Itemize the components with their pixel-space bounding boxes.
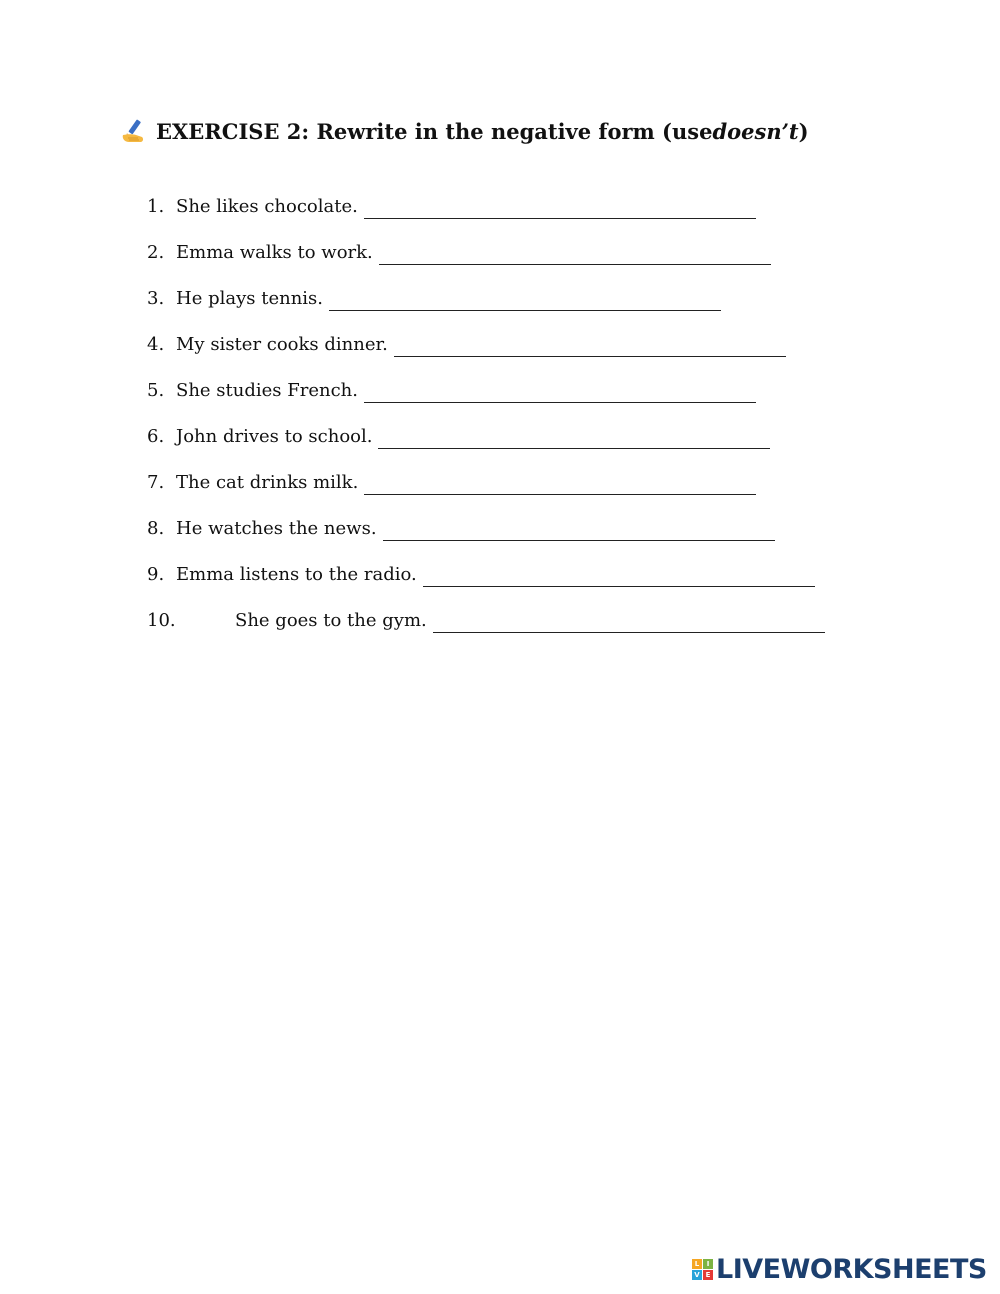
answer-field-2[interactable] [379,242,771,265]
logo-mark-icon [692,1259,713,1280]
item-number: 1. [147,196,165,217]
answer-field-3[interactable] [329,288,721,311]
exercise-item-9 [147,564,815,594]
exercise-item-10 [147,610,825,640]
item-number: 5. [147,380,165,401]
item-number: 9. [147,564,165,585]
heading-emphasis: doesn’t [712,118,799,144]
logo-mark-letter: V [692,1270,702,1280]
item-number: 7. [147,472,165,493]
item-sentence: My sister cooks dinner. [176,334,388,355]
exercise-item-8 [147,518,775,548]
item-sentence: Emma listens to the radio. [176,564,417,585]
item-number: 6. [147,426,165,447]
answer-field-4[interactable] [394,334,786,357]
item-sentence: She goes to the gym. [235,610,427,631]
exercise-item-1 [147,196,756,226]
item-sentence: John drives to school. [176,426,373,447]
item-number: 3. [147,288,165,309]
answer-field-1[interactable] [364,196,756,219]
answer-field-10[interactable] [433,610,825,633]
item-number: 8. [147,518,165,539]
writing-hand-icon [120,118,146,144]
exercise-item-6 [147,426,770,456]
heading-prefix: EXERCISE 2: Rewrite in the negative form (use [156,118,713,144]
item-sentence: She studies French. [176,380,358,401]
exercise-item-7 [147,472,756,502]
heading-suffix: ) [798,118,809,144]
item-number: 10. [147,610,176,631]
logo-text: LIVEWORKSHEETS [716,1254,987,1285]
item-sentence: Emma walks to work. [176,242,373,263]
item-sentence: She likes chocolate. [176,196,358,217]
item-number: 2. [147,242,165,263]
answer-field-7[interactable] [364,472,756,495]
answer-field-5[interactable] [364,380,756,403]
answer-field-9[interactable] [423,564,815,587]
logo-mark-letter: E [703,1270,713,1280]
logo-mark-letter: L [692,1259,702,1269]
exercise-item-2 [147,242,771,272]
item-sentence: He watches the news. [176,518,377,539]
exercise-item-4 [147,334,786,364]
item-sentence: He plays tennis. [176,288,323,309]
answer-field-6[interactable] [378,426,770,449]
item-number: 4. [147,334,165,355]
exercise-heading [120,118,809,144]
answer-field-8[interactable] [383,518,775,541]
logo-mark-letter: I [703,1259,713,1269]
exercise-item-5 [147,380,756,410]
exercise-item-3 [147,288,721,318]
liveworksheets-logo [692,1254,987,1285]
item-sentence: The cat drinks milk. [176,472,359,493]
